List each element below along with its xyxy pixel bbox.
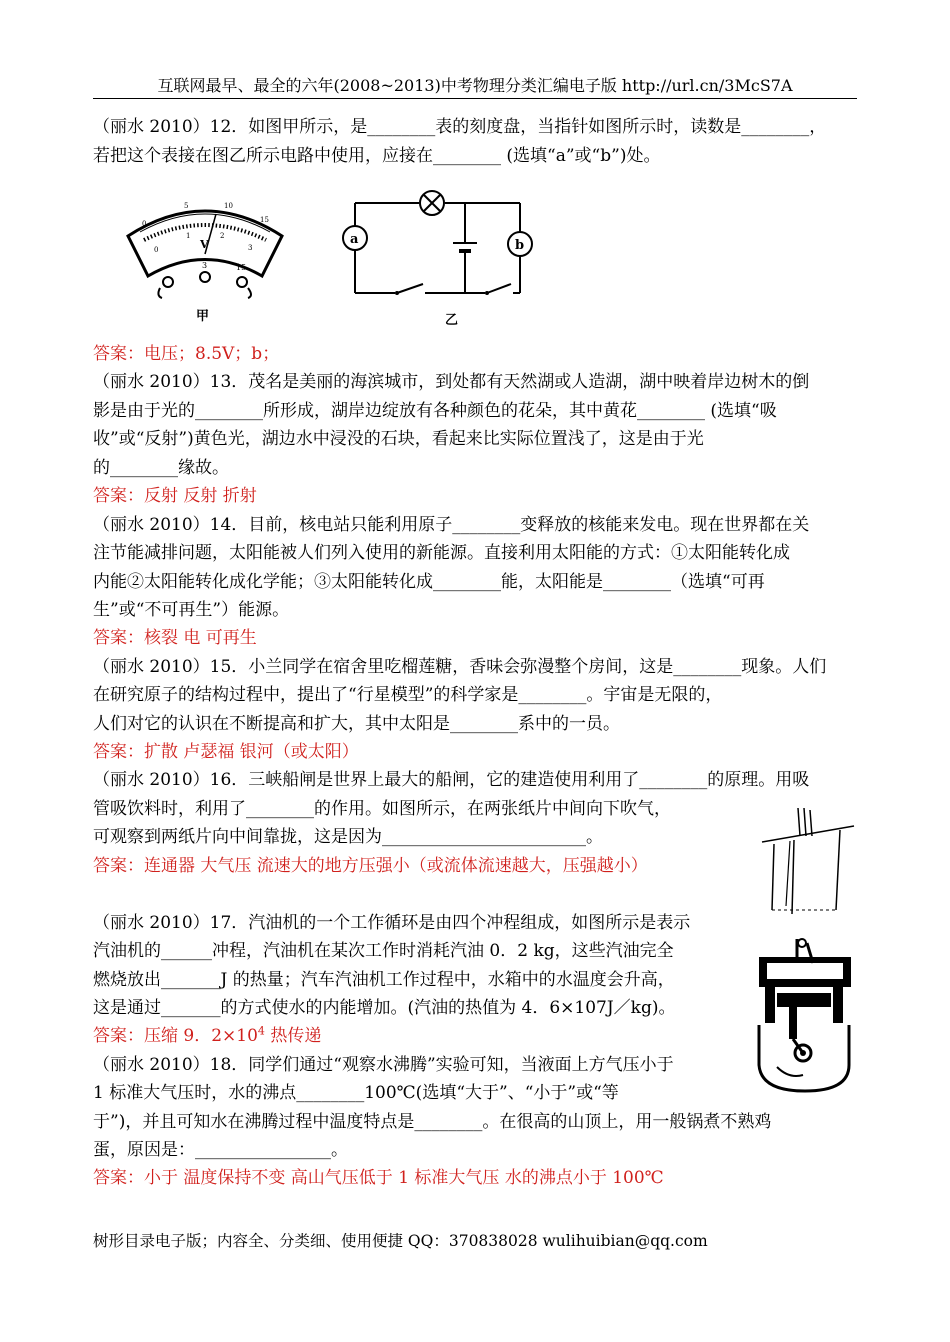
terminal-negative bbox=[163, 277, 173, 287]
q17-answer-part-1: 答案：压缩 9．2×10 bbox=[93, 1026, 258, 1046]
q18-line-1: （丽水 2010）18．同学们通过“观察水沸腾”实验可知，当液面上方气压小于 bbox=[93, 1055, 674, 1075]
q17-answer-exponent: 4 bbox=[257, 1024, 265, 1038]
q17-line-4: 这是通过_______的方式使水的内能增加。(汽油的热值为 4．6×107J／kg)。 bbox=[93, 998, 676, 1018]
q17-line-3: 燃烧放出_______J 的热量；汽车汽油机工作过程中，水箱中的水温度会升高， bbox=[93, 970, 675, 990]
q13-line-3: 收”或“反射”)黄色光，湖边水中浸没的石块，看起来比实际位置浅了，这是由于光 bbox=[93, 429, 704, 449]
q12-line-1: （丽水 2010）12．如图甲所示，是________表的刻度盘，当指针如图所示时，读数是________， bbox=[93, 117, 827, 137]
meter-b-label: b bbox=[515, 238, 525, 253]
q13-answer: 答案：反射 反射 折射 bbox=[93, 486, 257, 506]
q17-answer bbox=[93, 1025, 321, 1047]
q17-line-1: （丽水 2010）17．汽油机的一个工作循环是由四个冲程组成，如图所示是表示 bbox=[93, 913, 691, 933]
q16-line-2: 管吸饮料时，利用了________的作用。如图所示，在两张纸片中间向下吹气， bbox=[93, 799, 671, 819]
q13-line-4: 的________缘故。 bbox=[93, 458, 229, 478]
q18-line-3: 于”)，并且可知水在沸腾过程中温度特点是________。在很高的山顶上，用一般锅煮不熟鸡 bbox=[93, 1112, 772, 1132]
q14-line-2: 注节能减排问题，太阳能被人们列入使用的新能源。直接利用太阳能的方式：①太阳能转化成 bbox=[93, 543, 790, 563]
q15-line-1: （丽水 2010）15．小兰同学在宿舍里吃榴莲糖，香味会弥漫整个房间，这是________现象。人们 bbox=[93, 657, 827, 677]
page-header: 互联网最早、最全的六年(2008~2013)中考物理分类汇编电子版 http://url.cn/3McS7A bbox=[157, 76, 793, 95]
q13-line-2: 影是由于光的________所形成，湖岸边绽放有各种颜色的花朵，其中黄花________ (选填“吸 bbox=[93, 401, 777, 421]
scale-bottom-0: 0 bbox=[154, 246, 159, 254]
q12-answer: 答案：电压；8.5V；b； bbox=[93, 344, 280, 364]
q16-answer: 答案：连通器 大气压 流速大的地方压强小（或流体流速越大，压强越小） bbox=[93, 856, 648, 876]
q18-line-2: 1 标准大气压时，水的沸点________100℃(选填“大于”、“小于”或“等 bbox=[93, 1083, 619, 1103]
scale-top-0: 0 bbox=[142, 220, 147, 228]
q16-line-3: 可观察到两纸片向中间靠拢，这是因为________________________。 bbox=[93, 827, 603, 847]
meter-a-label: a bbox=[350, 232, 359, 247]
page-footer: 树形目录电子版；内容全、分类细、使用便捷 QQ：370838028 wulihuibian@qq.com bbox=[93, 1232, 708, 1250]
q14-answer: 答案：核裂 电 可再生 bbox=[93, 628, 257, 648]
scale-bottom-2: 2 bbox=[220, 232, 225, 240]
terminal-label-15: 15 bbox=[236, 263, 247, 272]
circuit-figure bbox=[335, 188, 545, 328]
q16-line-1: （丽水 2010）16．三峡船闸是世界上最大的船闸，它的建造使用利用了________的原理。用吸 bbox=[93, 770, 810, 790]
q13-line-1: （丽水 2010）13．茂名是美丽的海滨城市，到处都有天然湖或人造湖，湖中映着岸边树木的倒 bbox=[93, 372, 810, 392]
terminal-15 bbox=[237, 277, 247, 287]
scale-top-10: 10 bbox=[224, 202, 233, 210]
engine-cylinder-figure bbox=[755, 935, 855, 1095]
terminal-label-3: 3 bbox=[202, 261, 208, 270]
q17-answer-part-2: 热传递 bbox=[264, 1026, 322, 1046]
figure-label-yi: 乙 bbox=[445, 313, 459, 328]
scale-top-5: 5 bbox=[184, 202, 189, 210]
header-rule bbox=[93, 98, 857, 99]
scale-top-15: 15 bbox=[260, 216, 269, 224]
scale-bottom-1: 1 bbox=[186, 232, 191, 240]
q12-line-2: 若把这个表接在图乙所示电路中使用，应接在________ (选填“a”或“b”)处。 bbox=[93, 146, 661, 166]
q14-line-4: 生”或“不可再生”）能源。 bbox=[93, 600, 290, 620]
q14-line-1: （丽水 2010）14．目前，核电站只能利用原子________变释放的核能来发电。现在世界都在关 bbox=[93, 515, 810, 535]
q18-answer: 答案：小于 温度保持不变 高山气压低于 1 标准大气压 水的沸点小于 100℃ bbox=[93, 1168, 664, 1188]
q18-line-4: 蛋，原因是：________________。 bbox=[93, 1140, 348, 1160]
terminal-3 bbox=[200, 272, 210, 282]
terminal-label-neg: - bbox=[164, 263, 168, 273]
figure-label-jia: 甲 bbox=[196, 309, 210, 323]
q15-line-3: 人们对它的认识在不断提高和扩大，其中太阳是________系中的一员。 bbox=[93, 714, 620, 734]
scale-bottom-3: 3 bbox=[248, 244, 253, 252]
voltmeter-dial-figure bbox=[120, 188, 290, 323]
q14-line-3: 内能②太阳能转化成化学能；③太阳能转化成________能，太阳能是________（选填“可再 bbox=[93, 572, 765, 592]
meter-unit: V bbox=[200, 238, 209, 251]
paper-sheets-figure bbox=[760, 806, 860, 916]
q15-line-2: 在研究原子的结构过程中，提出了“行星模型”的科学家是________。宇宙是无限的， bbox=[93, 685, 723, 705]
q17-line-2: 汽油机的______冲程，汽油机在某次工作时消耗汽油 0．2 kg，这些汽油完全 bbox=[93, 941, 674, 961]
q15-answer: 答案：扩散 卢瑟福 银河（或太阳） bbox=[93, 742, 359, 762]
